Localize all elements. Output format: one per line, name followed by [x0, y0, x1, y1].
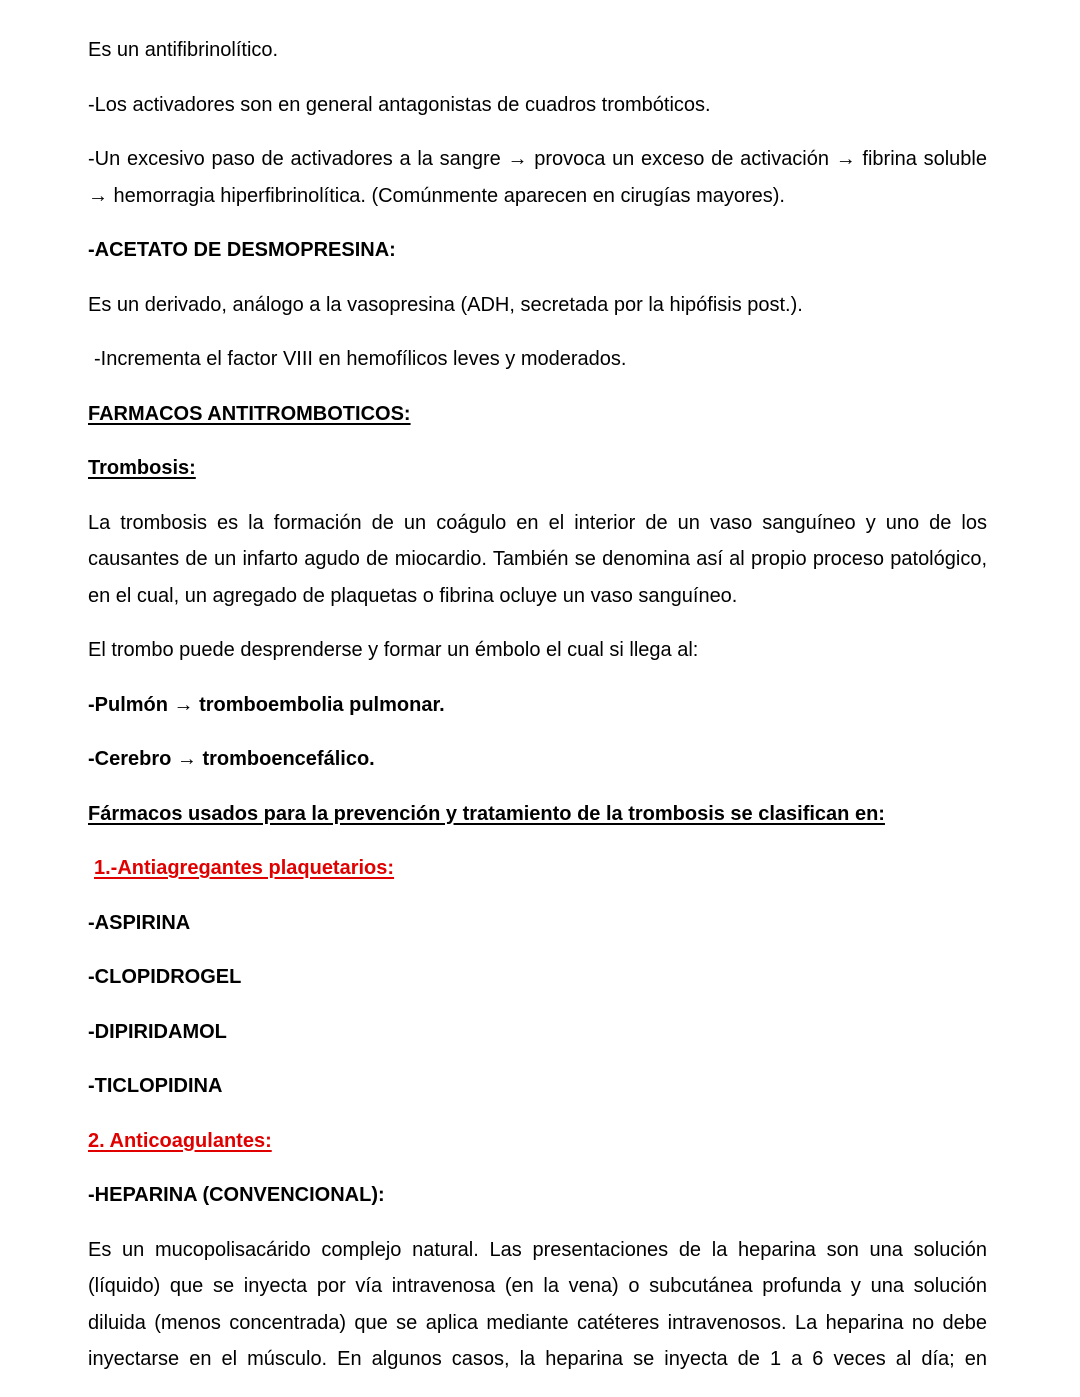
- paragraph: La trombosis es la formación de un coágulo en el interior de un vaso sanguíneo y uno de los causantes de un infarto agudo de miocardio. También se denomina así al propio proceso patológico, en el cual, un agregado de plaquetas o fibrina ocluye un vaso sanguíneo.: [88, 511, 987, 607]
- paragraph: -Incrementa el factor VIII en hemofílicos leves y moderados.: [94, 348, 627, 370]
- drug-heading: -HEPARINA (CONVENCIONAL):: [88, 1184, 385, 1206]
- drug-item: -TICLOPIDINA: [88, 1075, 223, 1097]
- paragraph: -Los activadores son en general antagonistas de cuadros trombóticos.: [88, 93, 711, 116]
- section-heading: FARMACOS ANTITROMBOTICOS:: [88, 402, 411, 425]
- paragraph: El trombo puede desprenderse y formar un émbolo el cual si llega al:: [88, 639, 699, 661]
- list-item: -Cerebro → tromboencefálico.: [88, 748, 375, 770]
- drug-item: -CLOPIDROGEL: [88, 966, 242, 988]
- paragraph: Es un antifibrinolítico.: [88, 39, 279, 61]
- section-heading: -ACETATO DE DESMOPRESINA:: [88, 239, 396, 261]
- list-item: -Pulmón → tromboembolia pulmonar.: [88, 693, 445, 716]
- paragraph: -Un excesivo paso de activadores a la sangre → provoca un exceso de activación → fibrina soluble → hemorragia hiperfibrinolítica. (Comúnmente aparecen en cirugías mayores).: [88, 148, 987, 207]
- subsection-heading: Trombosis:: [88, 457, 196, 479]
- paragraph: Es un mucopolisacárido complejo natural. Las presentaciones de la heparina son una solución (líquido) que se inyecta por vía intravenosa (en la vena) o subcutánea profunda y una solución diluida (menos concentrada) que se aplica mediante catéteres intravenosos. La heparina no debe inyectarse en el músculo. En algunos casos, la heparina se inyecta de 1 a 6 veces al día; en: [88, 1238, 987, 1370]
- document-page: [88, 32, 987, 1396]
- section-heading: Fármacos usados para la prevención y tratamiento de la trombosis se clasifican en:: [88, 802, 885, 825]
- drug-item: -ASPIRINA: [88, 911, 191, 934]
- paragraph: Es un derivado, análogo a la vasopresina (ADH, secretada por la hipófisis post.).: [88, 293, 803, 316]
- category-heading: 2. Anticoagulantes:: [88, 1129, 272, 1152]
- category-heading: 1.-Antiagregantes plaquetarios:: [94, 857, 395, 879]
- drug-item: -DIPIRIDAMOL: [88, 1020, 227, 1043]
